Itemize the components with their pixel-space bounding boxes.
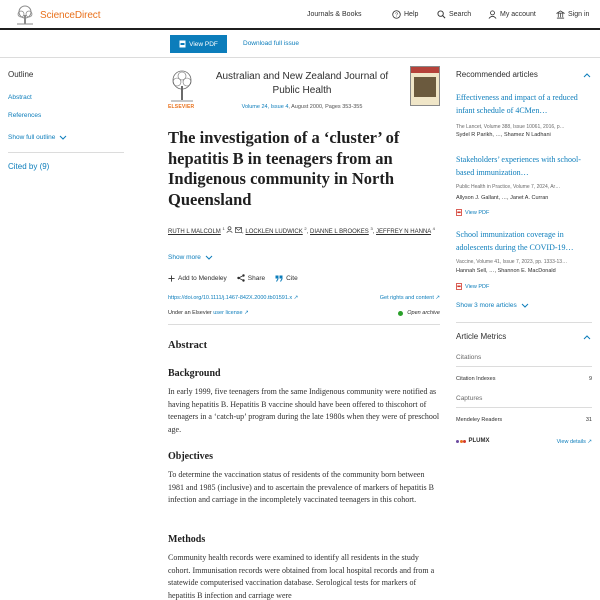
show-full-outline-button[interactable] <box>8 134 67 141</box>
article-toolbar <box>0 30 600 58</box>
citations-label: Citations <box>456 354 482 361</box>
doi-text: https://doi.org/10.1111/j.1467-842X.2000.tb01591.x <box>168 295 293 301</box>
license-prefix: Under an Elsevier <box>168 310 212 316</box>
view-pdf-label: View PDF <box>465 209 490 216</box>
help-icon <box>392 10 401 19</box>
show-more-articles-label: Show 3 more articles <box>456 302 517 309</box>
outline-item-abstract[interactable]: Abstract <box>8 94 32 101</box>
view-details-label: View details <box>556 439 586 445</box>
open-archive-badge <box>398 310 440 316</box>
author-sup: 2 <box>304 226 307 231</box>
recommended-article-meta: Vaccine, Volume 41, Issue 7, 2023, pp. 1333-13… <box>456 259 568 265</box>
chevron-up-icon[interactable] <box>583 334 591 340</box>
journal-header <box>168 66 440 120</box>
pdf-icon <box>456 209 462 216</box>
nav-journals-books[interactable] <box>307 0 361 28</box>
plumx-logo[interactable] <box>456 438 490 444</box>
license-line <box>168 310 249 316</box>
pdf-icon <box>456 283 462 290</box>
chevron-down-icon <box>59 135 67 141</box>
show-more-button[interactable] <box>168 254 213 261</box>
elsevier-wordmark: ELSEVIER <box>168 104 195 110</box>
view-pdf-label: View PDF <box>189 40 218 48</box>
nav-journals-label: Journals & Books <box>307 10 362 18</box>
view-details-link[interactable]: View details ↗ <box>556 439 592 445</box>
show-more-articles-button[interactable] <box>456 302 529 309</box>
plumx-label: PLUMX <box>468 438 490 444</box>
nav-sign-in[interactable] <box>556 0 589 28</box>
author-link[interactable]: JEFFREY N HANNA <box>376 229 431 235</box>
recommended-article-authors: Sydel R Parikh, …, Shamez N Ladhani <box>456 132 551 138</box>
nav-help-label: Help <box>404 10 419 18</box>
abstract-heading: Abstract <box>168 340 208 351</box>
view-pdf-label: View PDF <box>465 283 490 290</box>
recommended-view-pdf-link[interactable] <box>456 209 489 216</box>
author-sup: 4 <box>432 226 435 231</box>
cover-band <box>411 67 439 73</box>
journal-title[interactable]: Australian and New Zealand Journal of Public Health <box>215 71 389 96</box>
person-icon[interactable] <box>226 226 233 233</box>
share-icon <box>237 274 245 282</box>
top-bar <box>0 0 600 30</box>
right-divider <box>456 322 592 323</box>
nav-search[interactable] <box>437 0 471 28</box>
author-link[interactable]: DIANNE L BROOKES <box>310 229 369 235</box>
nav-signin-label: Sign in <box>568 10 590 18</box>
user-license-link[interactable]: user license <box>213 310 243 316</box>
open-archive-label: Open archive <box>407 310 440 316</box>
author-list: RUTH L MALCOLM $^1$ , LOCKLEN LUDWICK $^2$, DIANNE L BROOKES $^3$, JEFFREY N HANNA $^4$ <box>168 226 435 235</box>
outline-title: Outline <box>8 70 34 79</box>
author-sup: 1 <box>222 226 225 231</box>
mendeley-readers-value: 31 <box>585 417 592 423</box>
share-button[interactable] <box>237 274 265 282</box>
captures-label: Captures <box>456 395 483 402</box>
elsevier-tree-icon <box>14 5 36 25</box>
plus-icon <box>168 275 175 282</box>
elsevier-logo-icon[interactable] <box>168 68 196 104</box>
nav-my-account[interactable] <box>488 0 536 28</box>
recommended-article-meta: Public Health in Practice, Volume 7, 2024, Ar… <box>456 184 561 190</box>
nav-account-label: My account <box>500 10 536 18</box>
journal-volume-info <box>202 104 402 110</box>
show-more-label: Show more <box>168 254 201 261</box>
citation-indexes-value: 9 <box>588 376 592 382</box>
recommended-article-link[interactable]: Effectiveness and impact of a reduced infant schedule of 4CMen… <box>456 93 578 115</box>
mendeley-readers-label: Mendeley Readers <box>456 417 503 423</box>
date-pages: , August 2000, Pages 353-355 <box>288 104 363 110</box>
chevron-down-icon <box>521 303 529 309</box>
outline-item-references[interactable]: References <box>8 112 42 119</box>
cite-button[interactable] <box>275 275 298 282</box>
journal-cover-image[interactable] <box>410 66 440 106</box>
pdf-icon <box>179 40 186 48</box>
author-link[interactable]: LOCKLEN LUDWICK <box>245 229 303 235</box>
section-heading-objectives: Objectives <box>168 451 213 462</box>
left-divider <box>8 152 124 153</box>
cover-photo <box>414 77 436 97</box>
section-heading-background: Background <box>168 368 221 379</box>
volume-issue-link[interactable]: Volume 24, Issue 4 <box>241 104 289 110</box>
rights-text: Get rights and content <box>379 295 434 301</box>
institution-icon <box>556 10 565 19</box>
recommended-article-authors: Hannah Sell, …, Shannon E. MacDonald <box>456 268 556 274</box>
mendeley-readers-row <box>456 417 592 423</box>
recommended-article-meta: The Lancet, Volume 388, Issue 10061, 2016, p… <box>456 124 565 130</box>
recommended-articles-title: Recommended articles <box>456 70 538 79</box>
quote-icon <box>275 275 283 282</box>
mendeley-label: Add to Mendeley <box>178 274 227 282</box>
author-sup: 3 <box>370 226 373 231</box>
plumx-icon <box>456 440 467 443</box>
download-full-issue-link[interactable]: Download full issue <box>243 40 300 47</box>
rights-link[interactable]: Get rights and content ↗ <box>379 295 440 301</box>
nav-search-label: Search <box>449 10 472 18</box>
article-actions <box>168 274 308 282</box>
doi-link[interactable]: https://doi.org/10.1111/j.1467-842X.2000.tb01591.x ↗ <box>168 295 299 301</box>
recommended-article-link[interactable]: School immunization coverage in adolescents during the COVID-19… <box>456 230 574 252</box>
section-text-methods: Community health records were examined to identify all residents in the study cohort. Immunisation records were obtained from local hospital records and from a statewide computerised vaccination database. Serological tests for markers of hepatitis B infection and carriage were <box>168 553 435 600</box>
open-archive-dot <box>398 311 403 316</box>
cited-by-link[interactable]: Cited by (9) <box>8 162 50 171</box>
metrics-divider <box>456 407 592 408</box>
show-full-outline-label: Show full outline <box>8 134 56 141</box>
main-divider <box>168 324 440 325</box>
svg-text:?: ? <box>395 12 398 19</box>
author-link[interactable]: RUTH L MALCOLM <box>168 229 221 235</box>
search-icon <box>437 10 446 19</box>
nav-help[interactable] <box>392 0 418 28</box>
article-title: The investigation of a ‘cluster’ of hepatitis B in teenagers from an Indigenous community in North Queensland <box>168 128 400 209</box>
view-pdf-button[interactable] <box>170 35 227 53</box>
user-icon <box>488 10 497 19</box>
section-text-background: In early 1999, five teenagers from the same Indigenous community were notified as having hepatitis B. Hepatitis B vaccine should have been offered to thiscohort of teenagers in a ‘catch-up’ program during the late 1980s when they were of preschool age. <box>168 387 440 434</box>
chevron-up-icon[interactable] <box>583 72 591 78</box>
section-heading-methods: Methods <box>168 534 206 545</box>
recommended-article-authors: Allyson J. Gallant, …, Janet A. Curran <box>456 195 549 201</box>
external-link-icon: ↗ <box>244 310 249 316</box>
email-icon[interactable] <box>235 227 242 233</box>
chevron-down-icon <box>205 255 213 261</box>
article-metrics-title: Article Metrics <box>456 332 507 341</box>
cite-label: Cite <box>286 274 298 282</box>
section-text-objectives: To determine the vaccination status of residents of the community born between 1981 and 1985 (inclusive) and to ascertain the prevalence of markers of hepatitis B infection and carriage in the incompletely vaccinated teenagers in this cohort. <box>168 470 434 504</box>
sciencedirect-logo[interactable] <box>14 4 100 26</box>
logo-text: ScienceDirect <box>40 9 101 21</box>
citation-indexes-label: Citation Indexes <box>456 376 496 382</box>
citation-indexes-row <box>456 376 592 382</box>
share-label: Share <box>247 274 266 282</box>
recommended-view-pdf-link[interactable] <box>456 283 489 290</box>
recommended-article-link[interactable]: Stakeholders’ experiences with school-based immunization… <box>456 155 581 177</box>
metrics-divider <box>456 366 592 367</box>
add-to-mendeley-button[interactable] <box>168 275 227 282</box>
